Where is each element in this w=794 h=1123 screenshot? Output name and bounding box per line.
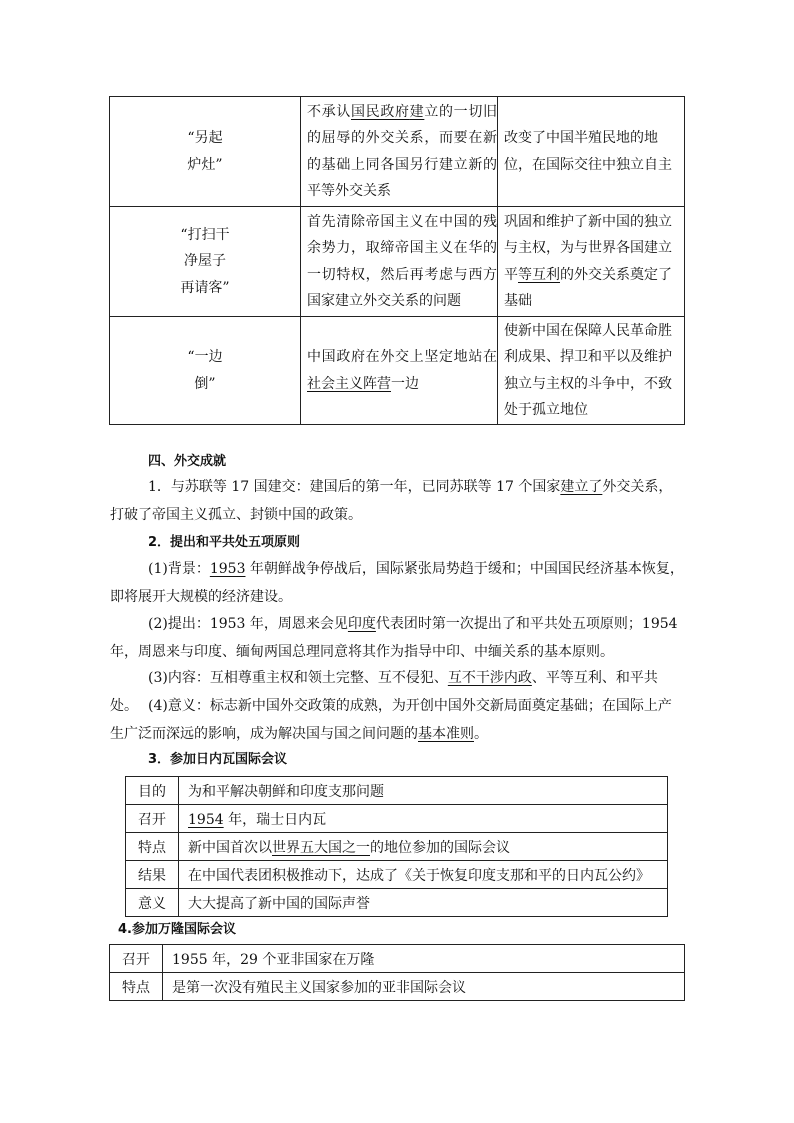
text-segment: 年朝鲜战争停战后，国际紧张局势趋于缓和；中国国民经济基本恢复，即将展开大规模的经济建设。 xyxy=(110,561,684,605)
row-value: 1955 年，29 个亚非国家在万隆 xyxy=(163,945,685,973)
row-key: 意义 xyxy=(126,889,179,917)
text-segment: 一边 xyxy=(391,375,419,392)
table-row xyxy=(126,861,668,889)
table-row xyxy=(110,207,685,317)
text-segment: 不承认 xyxy=(307,103,351,120)
policy-name-line: 净屋子 xyxy=(184,253,226,270)
paragraph xyxy=(110,473,685,529)
underlined-term: 社会主义阵营 xyxy=(307,375,391,392)
table-row xyxy=(110,973,685,1001)
row-key: 目的 xyxy=(126,777,179,805)
policy-effect-cell: 使新中国在保障人民革命胜利成果、捍卫和平以及维护独立与主权的斗争中，不致处于孤立地位 xyxy=(498,317,685,425)
row-value xyxy=(179,889,668,917)
table-row xyxy=(110,945,685,973)
text-segment: 代表团时第一次提出了和平共处五项原则；1954 年，周恩来与印度、缅甸两国总理同意将其作为指导中印、中缅关系的基本原则。 xyxy=(110,616,678,660)
text-segment: 中国政府在外交上坚定地站在 xyxy=(307,349,497,365)
underlined-term: 基本准则 xyxy=(418,726,474,742)
section-heading: 四、外交成就 xyxy=(148,454,227,469)
text-segment: (2)提出：1953 年，周恩来会见 xyxy=(148,616,348,632)
text-segment: (1)背景： xyxy=(148,561,210,577)
text-segment: 为和平解决朝鲜和印度支那问题 xyxy=(188,783,384,800)
policy-content-cell: 首先清除帝国主义在中国的残余势力，取缔帝国主义在华的一切特权，然后再考虑与西方国家建立外交关系的问题 xyxy=(301,207,498,317)
paragraph xyxy=(110,610,685,666)
policy-name-line: “另起 xyxy=(187,130,223,146)
underlined-term: 建 xyxy=(409,103,425,120)
subsection-heading: 4.参加万隆国际会议 xyxy=(118,922,236,937)
row-key: 特点 xyxy=(126,833,179,861)
text-segment: 大大提高了新中国的国际声誉 xyxy=(188,895,370,912)
underlined-term: 国民政府 xyxy=(351,103,410,120)
text-segment: 年，瑞士日内瓦 xyxy=(223,811,327,828)
text-segment: 新中国首次以 xyxy=(188,839,272,856)
underlined-term: 世界五大国之一 xyxy=(272,839,370,856)
underlined-term: 等互利 xyxy=(518,266,560,283)
row-key: 召开 xyxy=(110,945,163,973)
policy-name-cell xyxy=(110,207,301,317)
underlined-term: 印度 xyxy=(347,616,376,632)
policy-name-cell xyxy=(110,317,301,425)
policy-name-line: 倒” xyxy=(194,375,216,392)
subsection-heading: 2．提出和平共处五项原则 xyxy=(148,535,301,550)
underlined-term: 建立了 xyxy=(560,479,603,495)
paragraph xyxy=(110,692,685,748)
row-value xyxy=(179,861,668,889)
row-value xyxy=(179,805,668,833)
policy-effect-cell xyxy=(498,207,685,317)
policy-name-line: “打扫干 xyxy=(180,226,230,243)
policy-name-line: 再请客” xyxy=(180,279,230,296)
policy-name-line: 炉灶” xyxy=(187,156,223,173)
text-segment: 。 xyxy=(474,726,488,742)
table-row xyxy=(110,317,685,425)
row-key: 召开 xyxy=(126,805,179,833)
underlined-term: 互不干涉内政 xyxy=(447,670,532,686)
text-segment: (4)意义：标志新中国外交政策的成熟，为开创中国外交新局面奠定基础；在国际上产生广泛而深远的影响，成为解决国与国之间问题的 xyxy=(110,698,672,742)
policy-content-cell xyxy=(301,317,498,425)
row-value xyxy=(179,833,668,861)
bandung-table xyxy=(109,944,685,1001)
text-segment: 的地位参加的国际会议 xyxy=(370,839,510,856)
table-row xyxy=(126,805,668,833)
policy-name-line: “一边 xyxy=(187,349,223,365)
underlined-term: 1954 xyxy=(188,811,224,828)
policy-name-cell xyxy=(110,97,301,207)
text-segment: 在中国代表团积极推动下，达成了《关于恢复印度支那和平的日内瓦公约》 xyxy=(188,867,650,884)
geneva-table xyxy=(125,776,668,917)
table-row xyxy=(126,777,668,805)
underlined-term: 1953 xyxy=(209,561,246,577)
table-row xyxy=(110,97,685,207)
text-segment: 1．与苏联等 17 国建交：建国后的第一年，已同苏联等 17 个国家 xyxy=(148,479,561,495)
row-key: 结果 xyxy=(126,861,179,889)
row-value xyxy=(179,777,668,805)
policy-table xyxy=(109,96,685,425)
policy-effect-cell: 改变了中国半殖民地的地位，在国际交往中独立自主 xyxy=(498,97,685,207)
table-row xyxy=(126,889,668,917)
subsection-heading: 3．参加日内瓦国际会议 xyxy=(148,752,288,767)
row-key: 特点 xyxy=(110,973,163,1001)
text-segment: 立的一切旧的屈辱的外交关系，而要在新的基础上同各国另行建立新的平等外交关系 xyxy=(307,103,498,199)
text-segment: (3)内容：互相尊重主权和领土完整、互不侵犯、 xyxy=(148,670,448,686)
table-row xyxy=(126,833,668,861)
row-value: 是第一次没有殖民主义国家参加的亚非国际会议 xyxy=(163,973,685,1001)
text-segment: 巩固和维护了新中国的独立与主权，为与世界各国建立平 xyxy=(504,213,672,283)
text-segment: 的外交关系奠定了基础 xyxy=(504,266,672,309)
text-segment: 外交关系，打破了帝国主义孤立、封锁中国的政策。 xyxy=(110,479,673,523)
policy-content-cell xyxy=(301,97,498,207)
paragraph xyxy=(110,555,685,611)
text-segment: 、平等互利、和平共处。 xyxy=(110,670,658,714)
